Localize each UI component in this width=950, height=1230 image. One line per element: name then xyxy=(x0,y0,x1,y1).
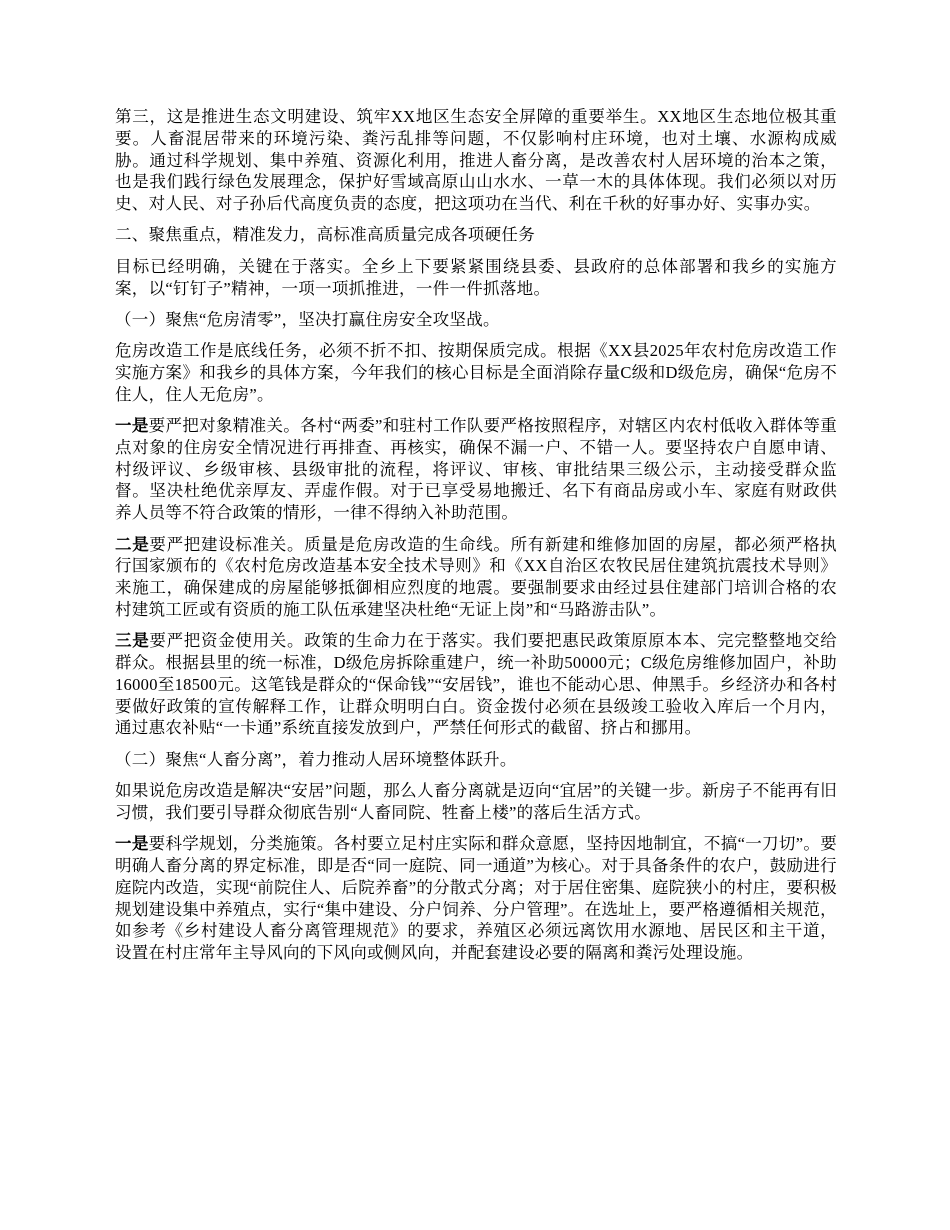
heading-item-two xyxy=(115,749,837,771)
para-point-one-planning xyxy=(115,833,837,964)
para-renovation-goal xyxy=(115,340,837,405)
para-point-one-targeting xyxy=(115,415,837,524)
paragraph-text: （二）聚焦“人畜分离”，着力推动人居环境整体跃升。 xyxy=(115,749,517,769)
heading-part-two xyxy=(115,224,837,246)
para-separation-transition xyxy=(115,780,837,824)
paragraph-text: 目标已经明确，关键在于落实。全乡上下要紧紧围绕县委、县政府的总体部署和我乡的实施方案，以“钉钉子”精神，一项一项抓推进，一件一件抓落地。 xyxy=(115,256,837,298)
paragraph-text: （一）聚焦“危房清零”，坚决打赢住房安全攻坚战。 xyxy=(115,309,500,329)
para-ecology-significance xyxy=(115,106,837,215)
paragraph-text: 要严把建设标准关。质量是危房改造的生命线。所有新建和维修加固的房屋，都必须严格执行国家颁布的《农村危房改造基本安全技术导则》和《XX自治区农牧民居住建筑抗震技术导则》来施工，确保建成的房屋能够抵御相应烈度的地震。要强制要求由经过县住建部门培训合格的农村建筑工匠或有资质的施工队伍承建坚决杜绝“无证上岗”和“马路游击队”。 xyxy=(115,534,837,619)
paragraph-text: 危房改造工作是底线任务，必须不折不扣、按期保质完成。根据《XX县2025年农村危房改造工作实施方案》和我乡的具体方案，今年我们的核心目标是全面消除存量C级和D级危房，确保“危房不住人，住人无危房”。 xyxy=(115,341,837,404)
paragraph-lead: 三是 xyxy=(115,631,150,651)
paragraph-text: 如果说危房改造是解决“安居”问题，那么人畜分离就是迈向“宜居”的关键一步。新房子不能再有旧习惯，我们要引导群众彻底告别“人畜同院、牲畜上楼”的落后生活方式。 xyxy=(115,781,837,822)
para-point-three-funds xyxy=(115,630,837,739)
paragraph-text: 二、聚焦重点，精准发力，高标准高质量完成各项硬任务 xyxy=(115,225,535,245)
heading-item-one xyxy=(115,309,837,331)
para-implementation xyxy=(115,256,837,300)
paragraph-lead: 二是 xyxy=(115,534,150,554)
paragraph-text: 第三，这是推进生态文明建设、筑牢XX地区生态安全屏障的重要举生。XX地区生态地位极其重要。人畜混居带来的环境污染、粪污乱排等问题，不仅影响村庄环境，也对土壤、水源构成威胁。通过科学规划、集中养殖、资源化利用，推进人畜分离，是改善农村人居环境的治本之策，也是我们践行绿色发展理念，保护好雪域高原山山水水、一草一木的具体体现。我们必须以对历史、对人民、对子孙后代高度负责的态度，把这项功在当代、利在千秋的好事办好、实事办实。 xyxy=(115,107,837,214)
paragraph-lead: 一是 xyxy=(115,416,149,436)
paragraph-lead: 一是 xyxy=(115,834,149,854)
para-point-two-standards xyxy=(115,534,837,621)
paragraph-text: 要科学规划，分类施策。各村要立足村庄实际和群众意愿，坚持因地制宜，不搞“一刀切”。要明确人畜分离的界定标准，即是否“同一庭院、同一通道”为核心。对于具备条件的农户，鼓励进行庭院内改造，实现“前院住人、后院养畜”的分散式分离；对于居住密集、庭院狭小的村庄，要积极规划建设集中养殖点，实行“集中建设、分户饲养、分户管理”。在选址上，要严格遵循相关规范，如参考《乡村建设人畜分离管理规范》的要求，养殖区必须远离饮用水源地、居民区和主干道，设置在村庄常年主导风向的下风向或侧风向，并配套建设必要的隔离和粪污处理设施。 xyxy=(115,834,837,963)
paragraph-text: 要严把对象精准关。各村“两委”和驻村工作队要严格按照程序，对辖区内农村低收入群体等重点对象的住房安全情况进行再排查、再核实，确保不漏一户、不错一人。要坚持农户自愿申请、村级评议、乡级审核、县级审批的流程，将评议、审核、审批结果三级公示，主动接受群众监督。坚决杜绝优亲厚友、弄虚作假。对于已享受易地搬迁、名下有商品房或小车、家庭有财政供养人员等不符合政策的情形，一律不得纳入补助范围。 xyxy=(115,416,837,523)
paragraph-text: 要严把资金使用关。政策的生命力在于落实。我们要把惠民政策原原本本、完完整整地交给群众。根据县里的统一标准，D级危房拆除重建户，统一补助50000元；C级危房维修加固户，补助16000至18500元。这笔钱是群众的“保命钱”“安居钱”，谁也不能动心思、伸黑手。乡经济办和各村要做好政策的宣传解释工作，让群众明明白白。资金拨付必须在县级竣工验收入库后一个月内，通过惠农补贴“一卡通”系统直接发放到户，严禁任何形式的截留、挤占和挪用。 xyxy=(115,631,837,738)
